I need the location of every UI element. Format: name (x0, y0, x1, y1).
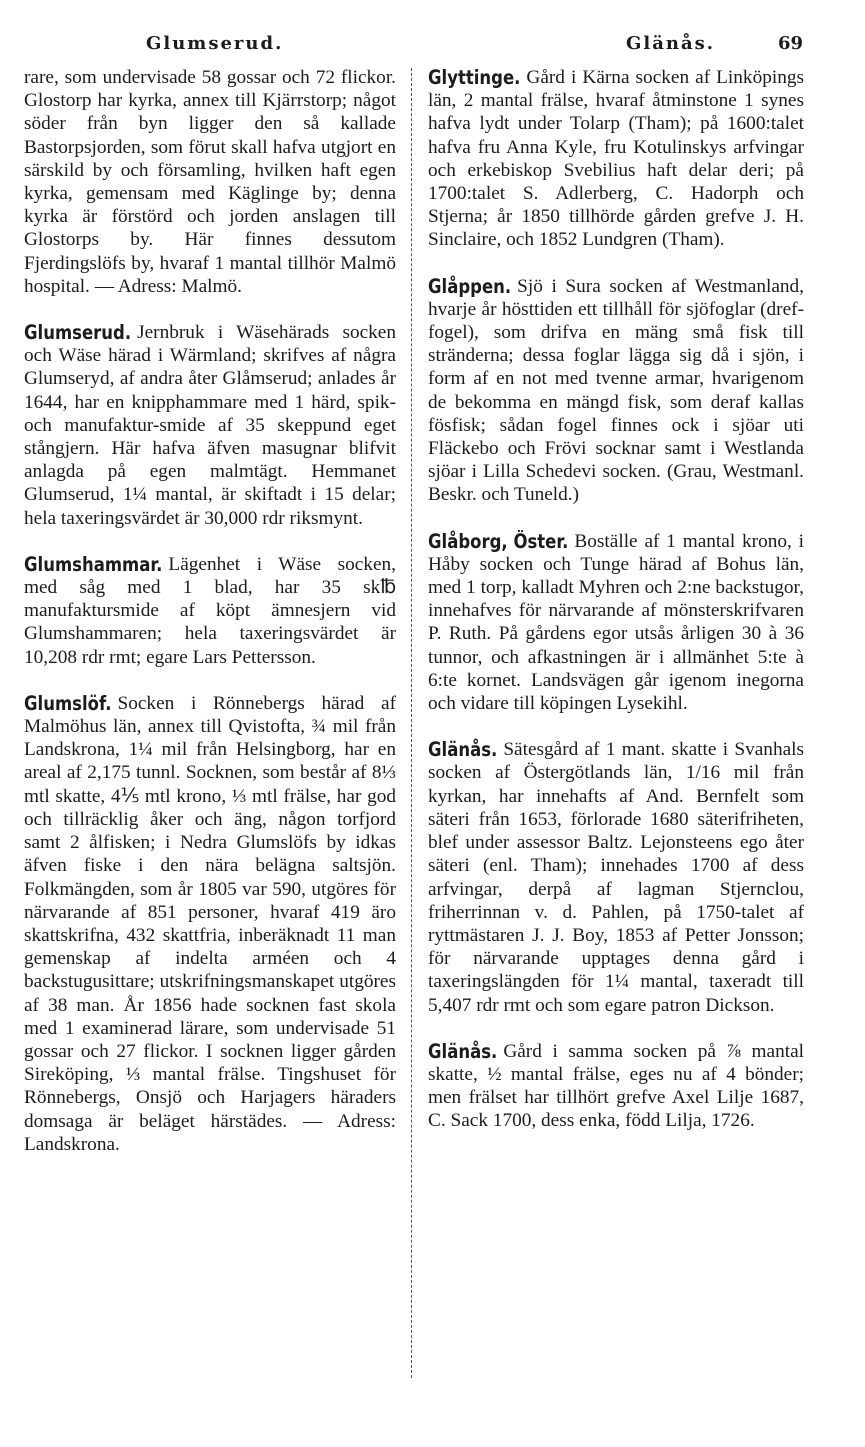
entry-glumshammar (24, 553, 396, 669)
headword: Glumslöf. (24, 691, 112, 715)
headword: Glåppen. (428, 274, 512, 298)
entry-text: Socken i Rönnebergs härad af Malmöhus län, annex till Qvistofta, ¾ mil från Landskrona, 1¼ mil från Helsingborg, har en areal af 2,175 tunnl. Socknen, som består af 8⅓ mtl skatte, 4⅕ mtl krono, ⅓ mtl frälse, har god och tillräcklig åker och äng, någon torfjord samt 2 ålfisken; i Nedra Glumslöfs by idkas äfven fiske i den nära belägna saltsjön. Folkmängden, som år 1805 var 590, utgöres för närvarande af 851 personer, hvaraf 419 äro skattskrifna, 432 skattfria, inberäknadt 11 man gemenskap af indelta arméen och 4 backstugusittare; utskrifningsmanskapet utgöres af 38 man. År 1856 hade socknen fast skola med 1 examinerad lärare, som undervisade 51 gossar och 27 flickor. I socknen ligger gården Sireköping, ⅓ mantal frälse. Tingshuset för Rönnebergs, Onsjö och Harjagers häraders domsaga är beläget härstädes. — Adress: Landskrona. (24, 692, 396, 1155)
entry-text: Lägenhet i Wäse socken, med såg med 1 blad, har 35 sk℔ manufaktursmide af köpt ämnesjern vid Glumshammaren; hela taxeringsvärdet är 10,208 rdr rmt; egare Lars Pettersson. (24, 553, 396, 668)
headword: Glumshammar. (24, 552, 163, 576)
entry-glanas-1 (428, 738, 804, 1016)
left-column (24, 66, 396, 1179)
headword: Glänås. (428, 1039, 498, 1063)
running-head-right: Glänås. (626, 33, 716, 54)
column-divider (411, 68, 413, 1378)
continuation-paragraph (24, 66, 396, 298)
entry-glumserud (24, 321, 396, 530)
entry-text: Boställe af 1 mantal krono, i Håby socken och Tunge härad af Bohus län, med 1 torp, kalladt Myhren och 2:ne backstugor, innehafves för närvarande af mönsterskrifvaren P. Ruth. På gårdens egor utsås årligen 30 à 36 tunnor, och afkastningen är i allmänhet 5:te à 6:te kornet. Landsvägen går igenom inegorna och vidare till köpingen Lysekihl. (428, 530, 804, 715)
entry-text: Gård i samma socken på ⅞ mantal skatte, ½ mantal frälse, eges nu af 4 bönder; men frälset har tillhört grefve Axel Lilje 1687, C. Sack 1700, dess enka, född Lilja, 1726. (428, 1040, 804, 1132)
headword: Glåborg, Öster. (428, 529, 569, 553)
running-head-left: Glumserud. (146, 33, 284, 54)
entry-glaborg-oster (428, 530, 804, 716)
entry-glyttinge (428, 66, 804, 252)
entry-glappen (428, 275, 804, 507)
headword: Glyttinge. (428, 66, 521, 89)
right-column (428, 66, 804, 1156)
page-header (0, 0, 865, 60)
entry-glanas-2 (428, 1040, 804, 1133)
headword: Glumserud. (24, 321, 132, 344)
entry-text: Sätesgård af 1 mant. skatte i Svanhals socken af Östergötlands län, 1/16 mil från kyrkan, har innehafts af And. Bernfelt som säteri från 1653, förlorade 1680 säterifriheten, blef under assessor Baltz. Lejonsteens ego åter säteri (enl. Tham); innehades 1700 af dess arfvingar, derpå af lagman Stjernclou, friherrinnan v. d. Pahlen, på 1750-talet af ryttmästaren J. J. Boy, 1853 af Petter Jonsson; för närvarande upptages denna gård i taxeringslängden för 1¼ mantal, taxeradt till 5,407 rdr rmt och som egare patron Dickson. (428, 739, 804, 1016)
headword: Glänås. (428, 738, 498, 762)
entry-text: Gård i Kärna socken af Linköpings län, 2 mantal frälse, hvaraf åtminstone 1 synes hafva lydt under Tolarp (Tham); på 1600:talet hafva fru Anna Kyle, fru Kotulinskys arfvingar och erkebiskop Svebilius haft delar deri; på 1700:talet S. Adlerberg, C. Hadorph och Stjerna; år 1850 tillhörde gården grefve J. H. Sinclaire, och 1852 Lundgren (Tham). (428, 67, 804, 251)
continuation-text: rare, som undervisade 58 gossar och 72 flickor. Glostorp har kyrka, annex till Kjärrstorp; något söder från byn ligger den så kallade Bastorpsjorden, som förut skall hafva utgjort en särskild by och församling, hvilken haft egen kyrka, gemensam med Käglinge by; denna kyrka är förstörd och jorden anslagen till Glostorps by. Här finnes dessutom Fjerdingslöfs by, hvaraf 1 mantal tillhör Malmö hospital. — Adress: Malmö. (24, 67, 396, 297)
entry-glumslof (24, 692, 396, 1156)
entry-text: Sjö i Sura socken af Westmanland, hvarje år hösttiden ett tillhåll för sjöfoglar (dref-fogel), som drifva en mäng små fisk till stränderna; dessa foglar lägga sig då i sjön, i form af en not med tvenne armar, hvarigenom de bekomma en mängd fisk, som deraf kallas fösfisk; sådan fogel finnes ock i sjöar uti Fläckebo och Frövi socknar samt i Westlanda sjöar i Lilla Schedevi socken. (Grau, Westmanl. Beskr. och Tuneld.) (428, 275, 804, 506)
entry-text: Jernbruk i Wäsehärads socken och Wäse härad i Wärmland; skrifves af några Glumseryd, af andra åter Glåmserud; anlades år 1644, har en knipphammare med 1 härd, spik- och manufaktur-smide af 35 skeppund eget stångjern. Här hafva äfven masugnar blifvit anlagda på egen malmtägt. Hemmanet Glumserud, 1¼ mantal, är skiftadt i 15 delar; hela taxeringsvärdet är 30,000 rdr riksmynt. (24, 322, 396, 529)
page-number: 69 (778, 33, 804, 54)
